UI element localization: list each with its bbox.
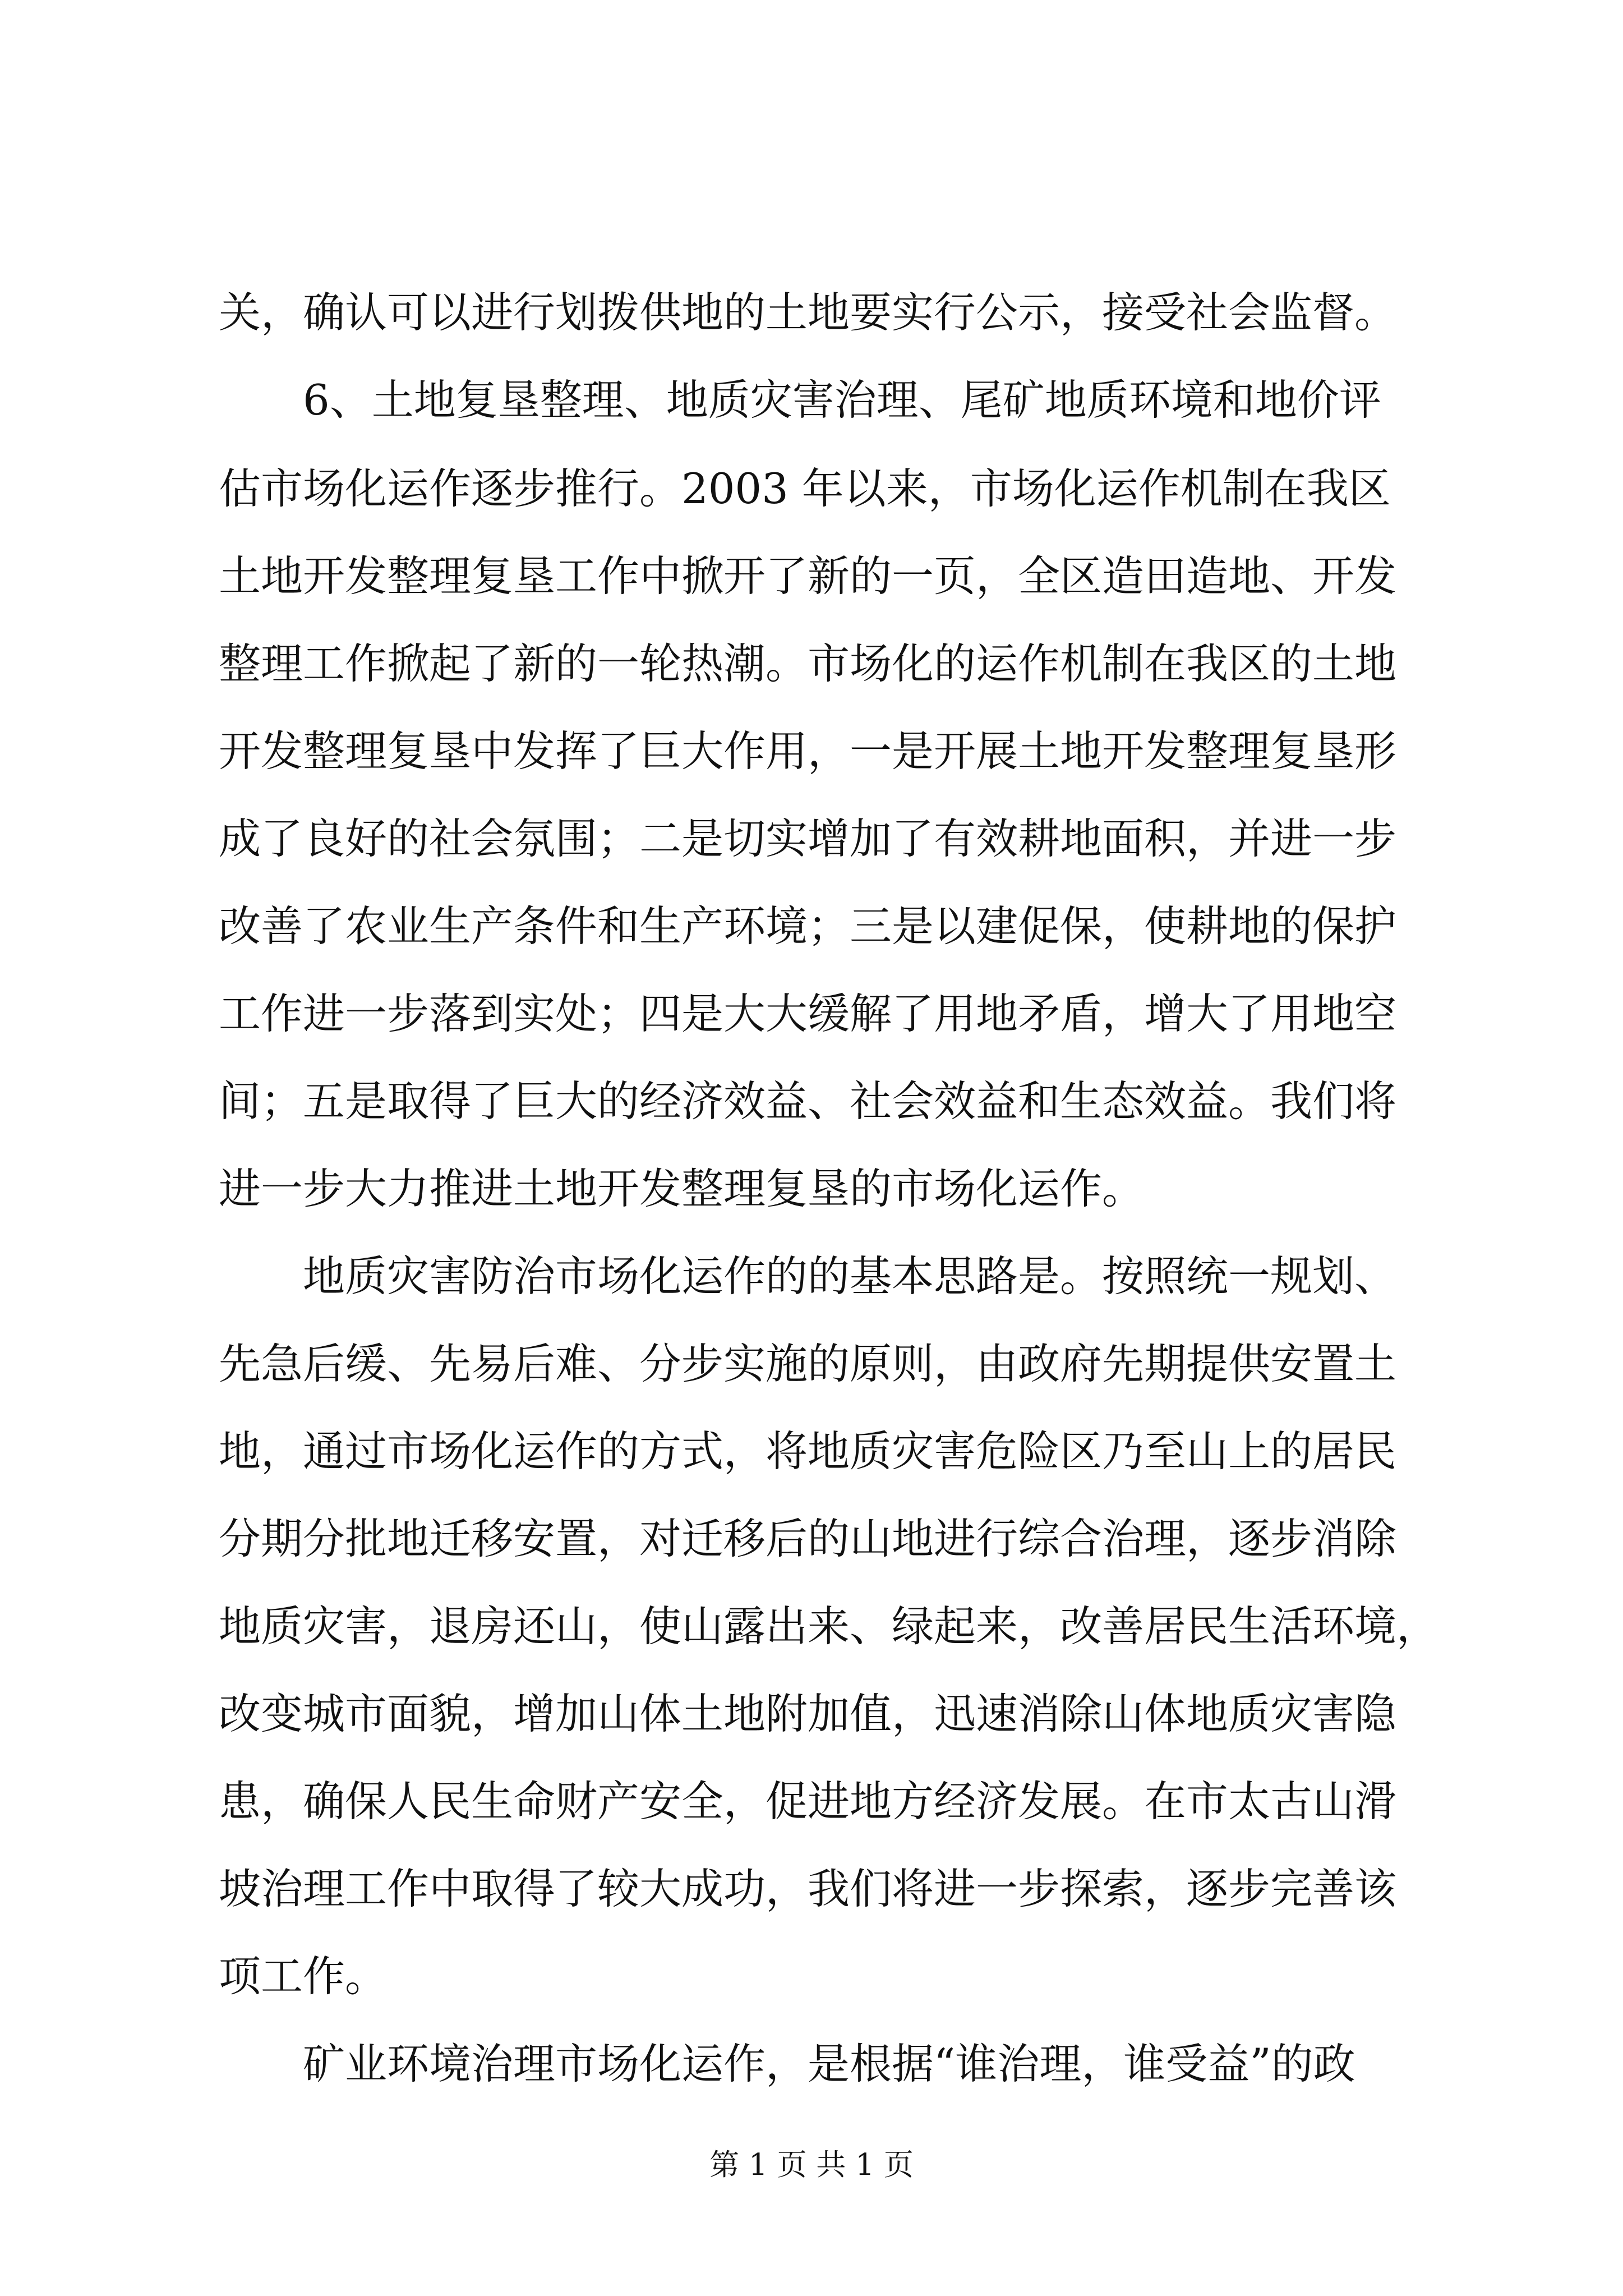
text-line: 坡治理工作中取得了较大成功，我们将进一步探索，逐步完善该 (219, 1864, 1397, 1913)
text-line: 分期分批地迁移安置，对迁移后的山地进行综合治理，逐步消除 (219, 1514, 1397, 1563)
text-line: 成了良好的社会氛围；二是切实增加了有效耕地面积，并进一步 (219, 814, 1397, 863)
text-line: 6、土地复垦整理、地质灾害治理、尾矿地质环境和地价评 (303, 375, 1381, 425)
text-line: 开发整理复垦中发挥了巨大作用，一是开展土地开发整理复垦形 (219, 726, 1397, 776)
text-line: 工作进一步落到实处；四是大大缓解了用地矛盾，增大了用地空 (219, 989, 1397, 1038)
text-line: 改变城市面貌，增加山体土地附加值，迅速消除山体地质灾害隐 (219, 1689, 1397, 1738)
text-line: 关，确认可以进行划拨供地的土地要实行公示，接受社会监督。 (219, 288, 1397, 337)
text-line: 项工作。 (219, 1952, 388, 2001)
text-line: 地，通过市场化运作的方式，将地质灾害危险区乃至山上的居民 (219, 1427, 1397, 1476)
text-line: 进一步大力推进土地开发整理复垦的市场化运作。 (219, 1164, 1145, 1213)
text-line: 估市场化运作逐步推行。2003 年以来，市场化运作机制在我区 (219, 464, 1391, 513)
text-line: 土地开发整理复垦工作中掀开了新的一页，全区造田造地、开发 (219, 551, 1397, 601)
text-line: 间；五是取得了巨大的经济效益、社会效益和生态效益。我们将 (219, 1076, 1397, 1126)
text-line: 地质灾害，退房还山，使山露出来、绿起来，改善居民生活环境， (219, 1602, 1439, 1651)
text-line: 整理工作掀起了新的一轮热潮。市场化的运作机制在我区的土地 (219, 639, 1397, 688)
text-line: 改善了农业生产条件和生产环境；三是以建促保，使耕地的保护 (219, 901, 1397, 951)
text-line: 地质灾害防治市场化运作的的基本思路是。按照统一规划、 (303, 1251, 1397, 1301)
text-line: 患，确保人民生命财产安全，促进地方经济发展。在市太古山滑 (219, 1777, 1397, 1826)
text-line: 先急后缓、先易后难、分步实施的原则，由政府先期提供安置土 (219, 1339, 1397, 1388)
text-line: 矿业环境治理市场化运作，是根据“谁治理，谁受益”的政 (303, 2039, 1355, 2088)
page-footer: 第 1 页 共 1 页 (709, 2148, 914, 2182)
